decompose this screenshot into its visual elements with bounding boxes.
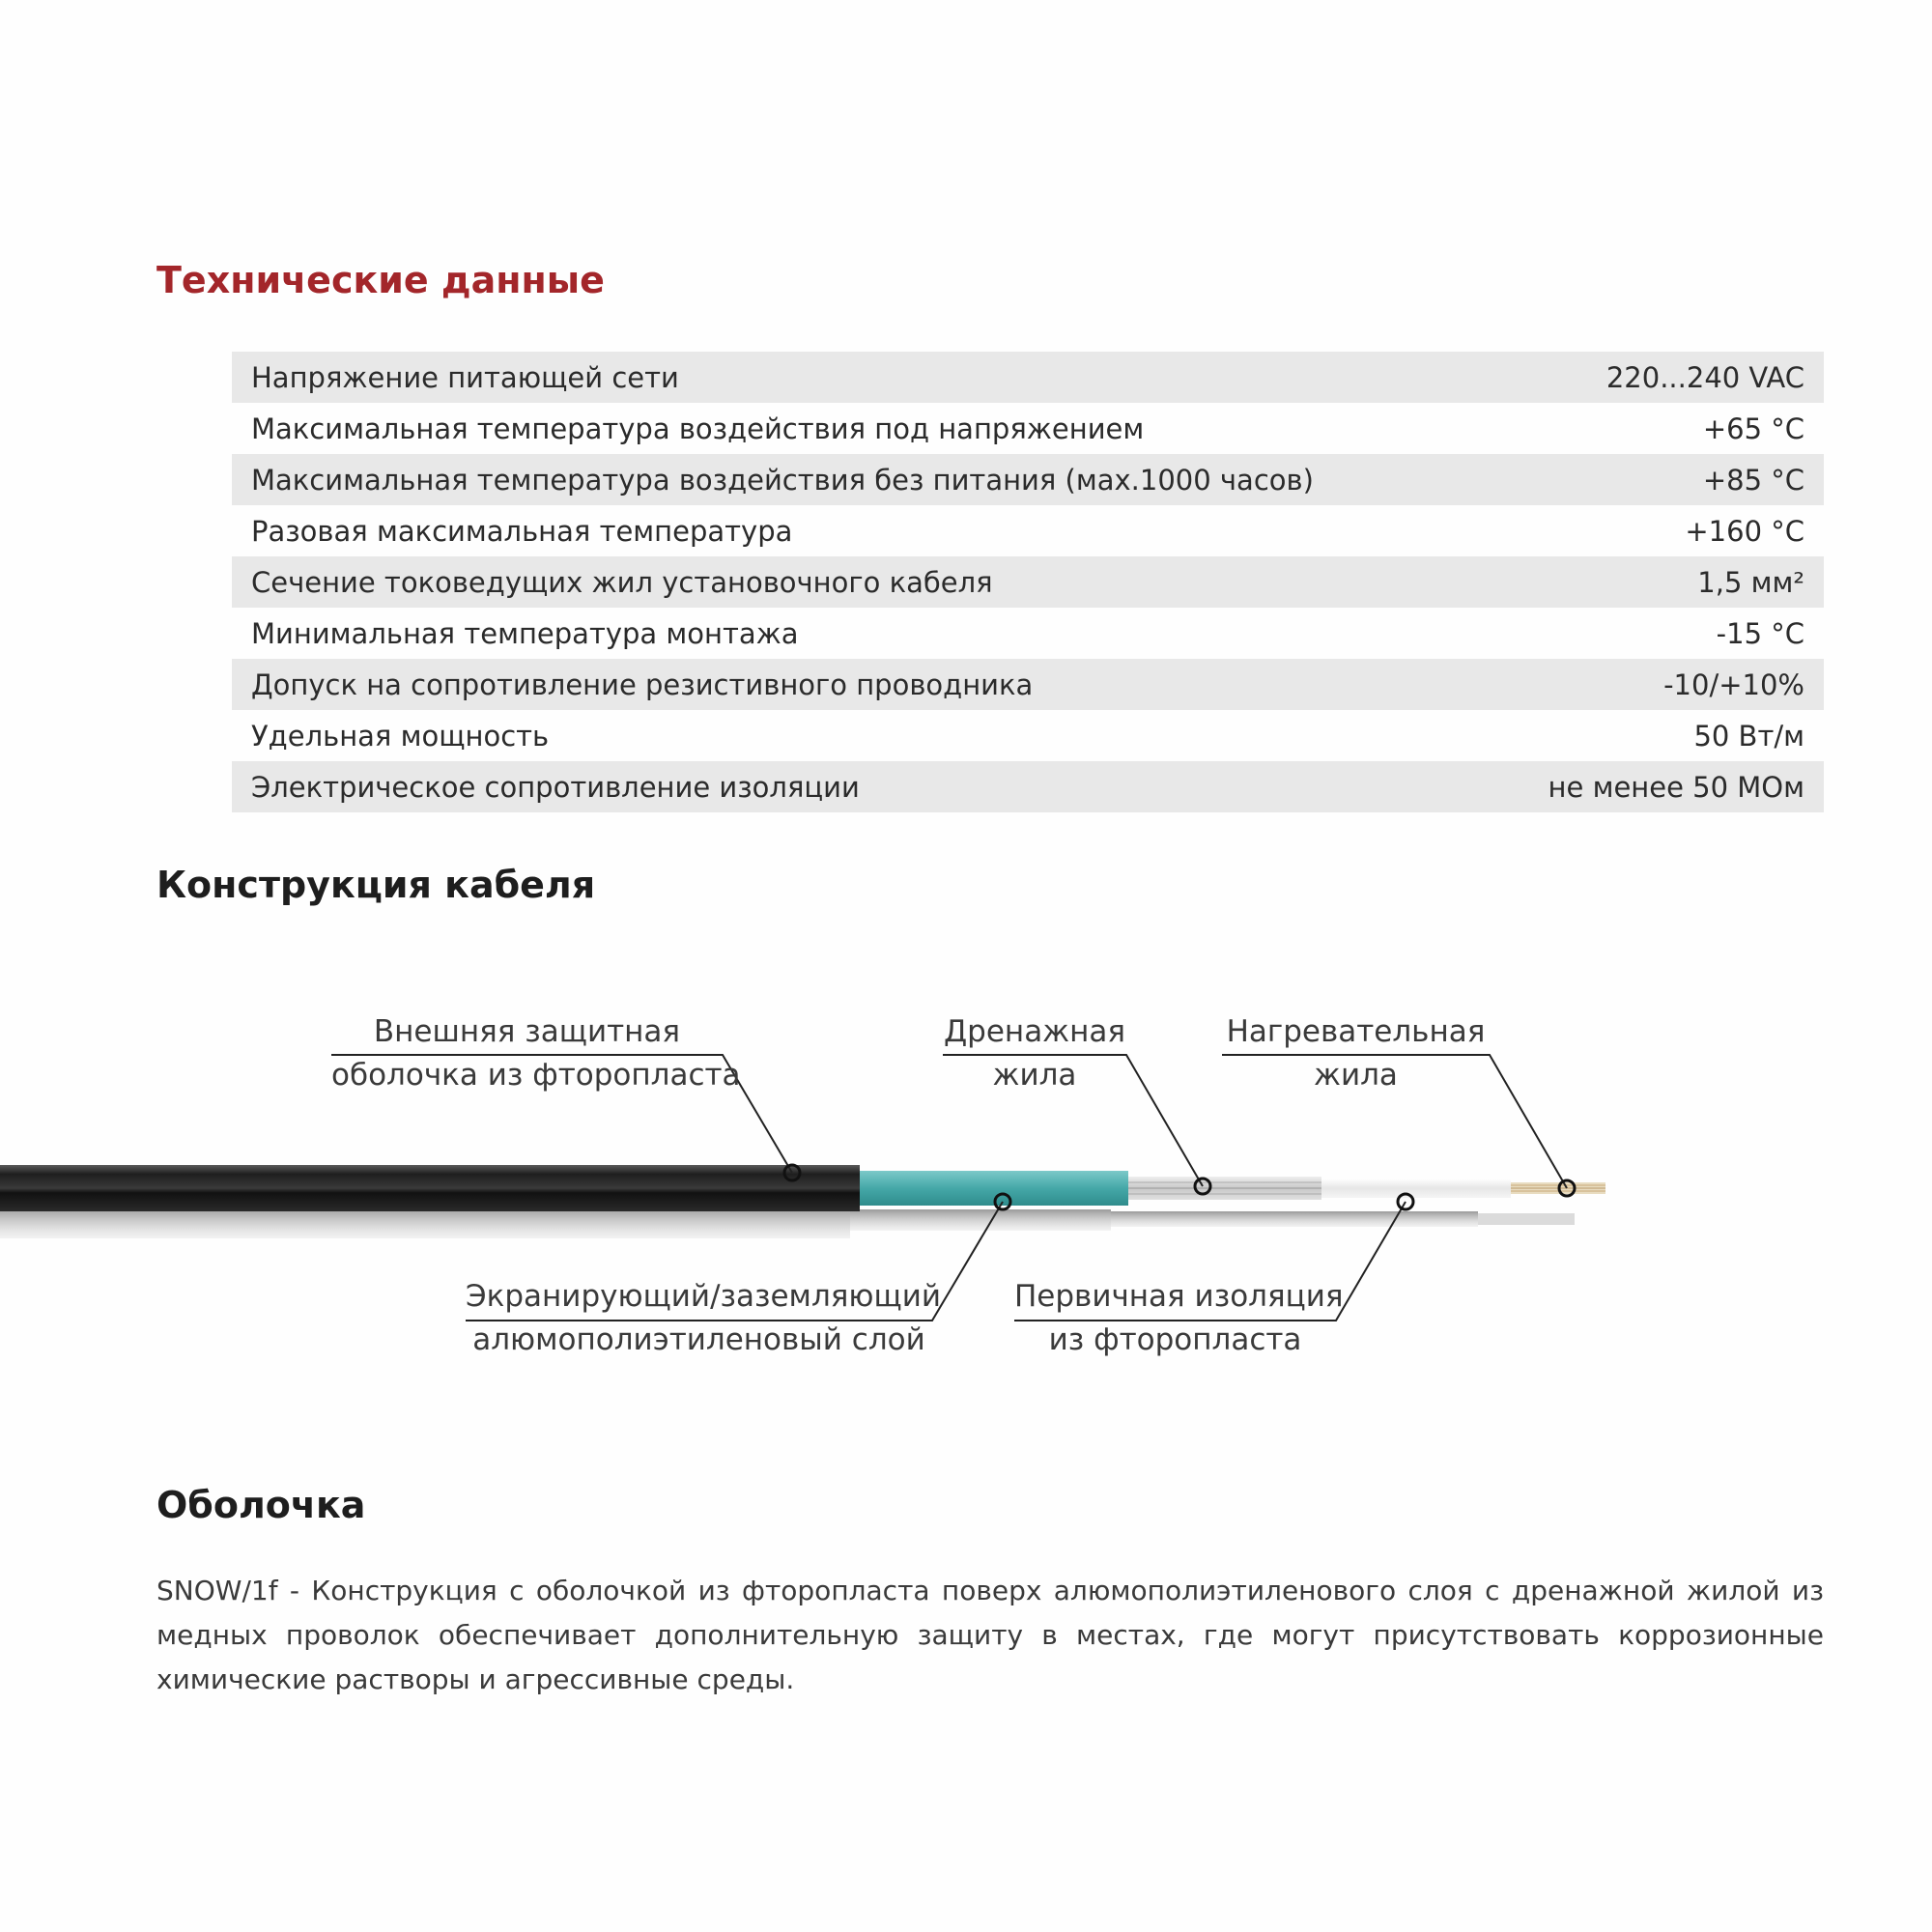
- cable-shadow: [1478, 1213, 1575, 1225]
- spec-row: [232, 659, 1824, 710]
- cable-shadow: [1111, 1211, 1478, 1227]
- callout-primary-insulation: Первичная изоляция из фторопласта: [1014, 1279, 1344, 1357]
- callout-drain-wire: Дренажная жила: [943, 1014, 1126, 1093]
- spec-label: Допуск на сопротивление резистивного проводника: [251, 668, 1034, 701]
- spec-label: Электрическое сопротивление изоляции: [251, 770, 860, 804]
- spec-label: Максимальная температура воздействия без питания (мах.1000 часов): [251, 463, 1314, 497]
- spec-row: [232, 505, 1824, 556]
- spec-value: -10/+10%: [1663, 668, 1804, 701]
- cable-shadow: [850, 1209, 1111, 1231]
- spec-label: Напряжение питающей сети: [251, 360, 679, 394]
- spec-row: [232, 454, 1824, 505]
- spec-row: [232, 403, 1824, 454]
- spec-row: [232, 352, 1824, 403]
- spec-row: [232, 761, 1824, 812]
- spec-value: 1,5 мм²: [1697, 565, 1804, 599]
- spec-value: +85 °C: [1702, 463, 1804, 497]
- callout-heating-core: Нагревательная жила: [1226, 1014, 1486, 1093]
- cable-shadow: [0, 1208, 850, 1238]
- cable-construction-title: Конструкция кабеля: [156, 864, 596, 906]
- specs-table: [232, 352, 1824, 812]
- spec-row: [232, 710, 1824, 761]
- primary-insulation: [1321, 1179, 1511, 1198]
- spec-label: Разовая максимальная температура: [251, 514, 793, 548]
- spec-value: не менее 50 МОм: [1548, 770, 1804, 804]
- spec-label: Сечение токоведущих жил установочного кабеля: [251, 565, 993, 599]
- spec-value: +160 °C: [1685, 514, 1804, 548]
- callout-shield-layer: Экранирующий/заземляющий алюмополиэтиленовый слой: [466, 1279, 941, 1357]
- sheath-description: SNOW/1f - Конструкция с оболочкой из фторопласта поверх алюмополиэтиленового слоя с дренажной жилой из медных проволок обеспечивает дополнительную защиту в местах, где могут присутствовать коррозионные химические растворы и агрессивные среды.: [156, 1575, 1824, 1695]
- spec-value: 220...240 VAC: [1605, 360, 1804, 394]
- sheath-title: Оболочка: [156, 1484, 366, 1526]
- spec-label: Максимальная температура воздействия под напряжением: [251, 412, 1145, 445]
- technical-data-title: Технические данные: [156, 259, 605, 301]
- spec-label: Минимальная температура монтажа: [251, 616, 799, 650]
- callout-outer-sheath: Внешняя защитная оболочка из фторопласта: [331, 1014, 741, 1093]
- outer-sheath: [0, 1165, 860, 1211]
- spec-row: [232, 556, 1824, 608]
- spec-value: -15 °C: [1716, 616, 1804, 650]
- spec-value: 50 Вт/м: [1693, 719, 1804, 753]
- spec-row: [232, 608, 1824, 659]
- spec-value: +65 °C: [1702, 412, 1804, 445]
- spec-label: Удельная мощность: [251, 719, 550, 753]
